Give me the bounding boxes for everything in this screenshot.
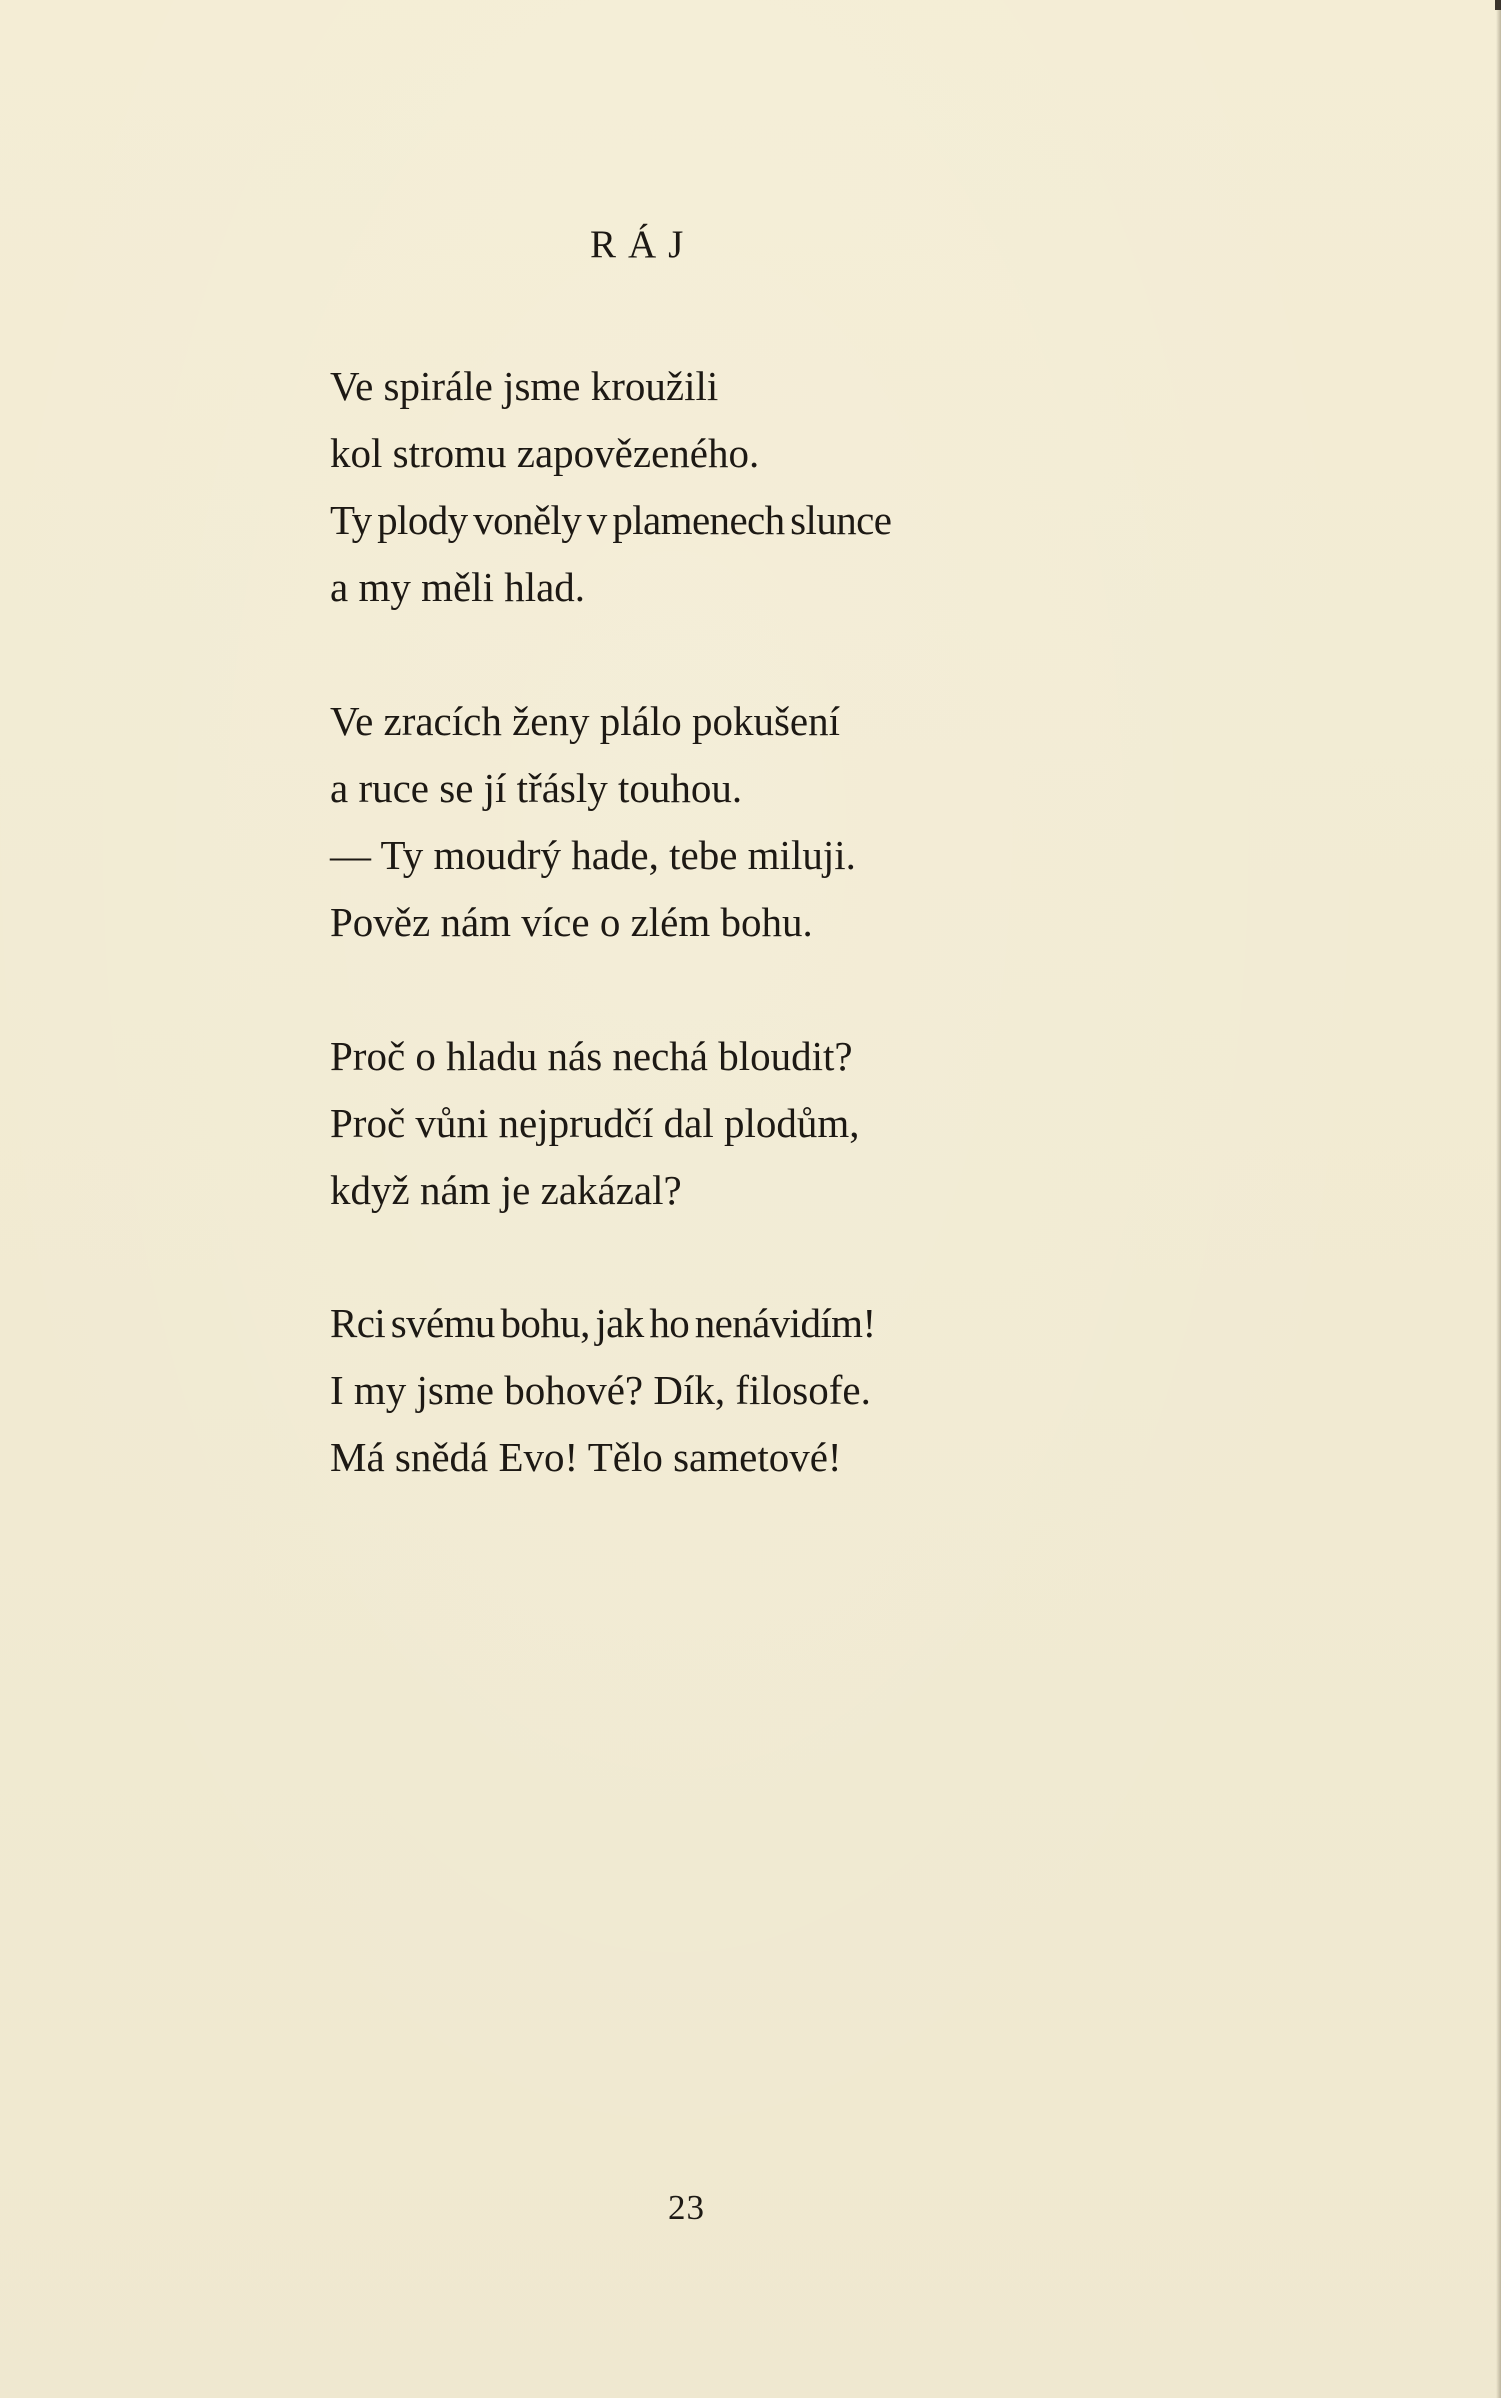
poem-line: — Ty moudrý hade, tebe miluji. bbox=[330, 832, 856, 878]
poem-line: Ve zracích ženy plálo pokušení bbox=[330, 698, 841, 744]
poem-line: a ruce se jí třásly touhou. bbox=[330, 765, 743, 811]
stanza-4 bbox=[330, 1290, 876, 1491]
poem-line: Pověz nám více o zlém bohu. bbox=[330, 899, 813, 945]
poem-line: Ve spirále jsme kroužili bbox=[330, 363, 719, 409]
poem-line: Proč vůni nejprudčí dal plodům, bbox=[330, 1100, 860, 1146]
poem-line: Proč o hladu nás nechá bloudit? bbox=[330, 1033, 853, 1079]
page-number: 23 bbox=[668, 2188, 705, 2227]
poem-line: I my jsme bohové? Dík, filosofe. bbox=[330, 1367, 871, 1413]
poem-line: Rci svému bohu, jak ho nenávidím! bbox=[330, 1300, 876, 1346]
poem-title: RÁJ bbox=[590, 223, 696, 266]
poem-line: a my měli hlad. bbox=[330, 564, 586, 610]
stanza-1 bbox=[330, 353, 891, 621]
poem-line: kol stromu zapovězeného. bbox=[330, 430, 760, 476]
stanza-2 bbox=[330, 688, 856, 956]
stanza-3 bbox=[330, 1023, 860, 1224]
poem-line: Ty plody voněly v plamenech slunce bbox=[330, 497, 892, 543]
page-edge-shadow bbox=[1496, 0, 1501, 2398]
poem-line: Má snědá Evo! Tělo sametové! bbox=[330, 1434, 842, 1480]
poem-line: když nám je zakázal? bbox=[330, 1167, 682, 1213]
page-corner-mark bbox=[1495, 0, 1501, 10]
